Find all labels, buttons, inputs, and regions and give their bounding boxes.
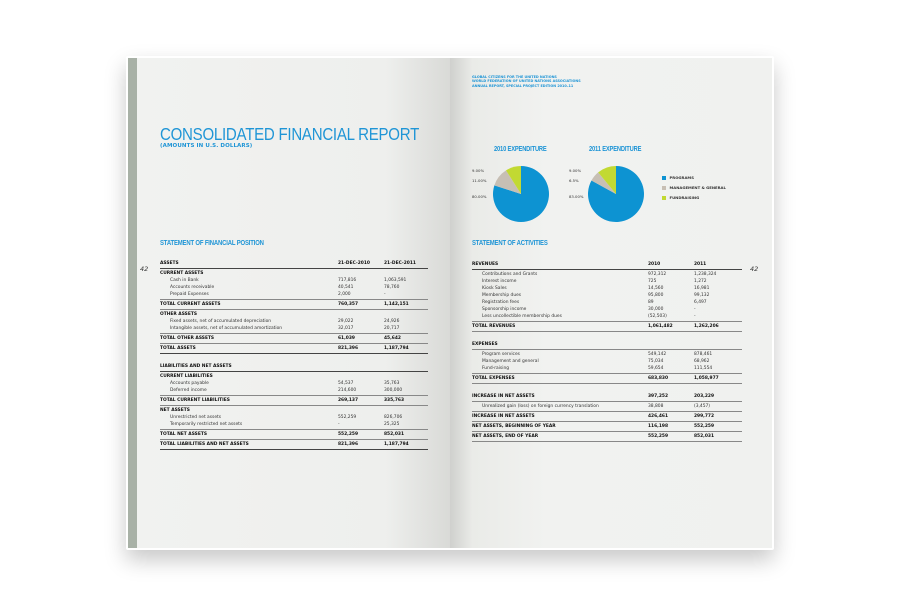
- legend-programs: [662, 175, 694, 181]
- row-value-col2: 20,717: [384, 326, 400, 331]
- row-value-col2: 1,262,206: [694, 324, 719, 329]
- row-value-col1: 760,357: [338, 302, 358, 307]
- table-rule: [160, 395, 428, 396]
- row-value-col1: 38,808: [648, 404, 664, 409]
- row-label: INCREASE IN NET ASSETS: [472, 414, 535, 419]
- row-label: TOTAL EXPENSES: [472, 376, 515, 381]
- row-label: TOTAL ASSETS: [160, 346, 196, 351]
- row-value-col1: 2,000: [338, 292, 351, 297]
- row-value-col2: 852,031: [694, 434, 714, 439]
- row-value-col2: 99,132: [694, 293, 710, 298]
- row-value-col2: 878,461: [694, 352, 713, 357]
- table-row: [472, 292, 742, 299]
- row-label: Less uncollectible membership dues: [482, 314, 562, 319]
- table-total-row: [472, 413, 742, 420]
- table-rule: [160, 299, 428, 300]
- table-rule: [472, 441, 742, 442]
- pie-2011-label-programs: 83.00%: [569, 194, 584, 199]
- row-label: NET ASSETS: [160, 408, 190, 413]
- row-value-col2: 1,238,324: [694, 272, 717, 277]
- row-value-col2: 852,031: [384, 432, 404, 437]
- row-value-col1: 40,541: [338, 285, 354, 290]
- legend-label: PROGRAMS: [669, 175, 694, 180]
- table-row: [160, 373, 428, 380]
- row-value-col1: 269,137: [338, 398, 358, 403]
- row-value-col2: 35,763: [384, 381, 400, 386]
- table-header-row: [160, 363, 428, 370]
- row-value-col2: 25,325: [384, 422, 400, 427]
- row-label: Program services: [482, 352, 520, 357]
- org-line: ANNUAL REPORT, SPECIAL PROJECT EDITION 2010–11: [472, 83, 574, 88]
- row-label: Unrestricted net assets: [170, 415, 222, 420]
- table-total-row: [472, 323, 742, 330]
- right-page-number: 42: [750, 265, 759, 273]
- table-rule: [160, 429, 428, 430]
- table-row: [472, 299, 742, 306]
- row-value-col2: -: [694, 307, 696, 312]
- row-value-col2: 24,926: [384, 319, 400, 324]
- legend-swatch-fundraising: [662, 196, 666, 200]
- row-value-col1: 2010: [648, 262, 661, 267]
- row-value-col1: 717,816: [338, 278, 357, 283]
- table-rule: [472, 321, 742, 322]
- table-row: [160, 284, 428, 291]
- row-label: Accounts receivable: [170, 285, 215, 290]
- table-row: [160, 318, 428, 325]
- row-label: TOTAL NET ASSETS: [160, 432, 207, 437]
- table-rule: [472, 401, 742, 402]
- table-row: [160, 325, 428, 332]
- row-value-col1: (52,503): [648, 314, 667, 319]
- row-value-col2: 45,642: [384, 336, 401, 341]
- table-header-row: [472, 261, 742, 268]
- row-value-col2: 1,187,794: [384, 346, 409, 351]
- row-value-col1: 552,259: [338, 432, 358, 437]
- row-label: REVENUES: [472, 262, 499, 267]
- table-row: [160, 407, 428, 414]
- pie-2010-label-management: 11.00%: [472, 178, 487, 183]
- legend-label: FUNDRAISING: [669, 195, 700, 200]
- row-value-col2: 111,554: [694, 366, 713, 371]
- org-line: GLOBAL CITIZENS FOR THE UNITED NATIONS: [472, 75, 557, 79]
- table-total-row: [160, 397, 428, 404]
- row-value-col2: 552,259: [694, 424, 714, 429]
- table-row: [160, 380, 428, 387]
- row-value-col1: 14,560: [648, 286, 664, 291]
- table-rule: [472, 331, 742, 332]
- page-edge-strip: [128, 58, 137, 548]
- row-value-col2: 1,063,591: [384, 278, 407, 283]
- table-header-row: [160, 260, 428, 267]
- table-row: [472, 271, 742, 278]
- table-total-row: [472, 423, 742, 430]
- row-value-col1: 821,396: [338, 442, 358, 447]
- row-label: Contributions and Grants: [482, 272, 538, 277]
- table-row: [472, 341, 742, 348]
- table-total-row: [160, 335, 428, 342]
- row-value-col1: 426,461: [648, 414, 668, 419]
- table-rule: [160, 449, 428, 450]
- row-label: OTHER ASSETS: [160, 312, 197, 317]
- table-row: [160, 421, 428, 428]
- row-label: Unrealized gain (loss) on foreign currency translation: [482, 404, 599, 409]
- expenditure-pie-charts: [450, 156, 772, 246]
- table-row: [160, 270, 428, 277]
- row-label: Interest income: [482, 279, 517, 284]
- row-value-col2: 203,229: [694, 394, 714, 399]
- table-rule: [472, 411, 742, 412]
- chart-title-2010: 2010 EXPENDITURE: [494, 146, 547, 153]
- row-value-col1: 59,654: [648, 366, 664, 371]
- table-rule: [160, 268, 428, 269]
- pie-2011-label-management: 6.5%: [569, 178, 579, 183]
- table-rule: [160, 309, 428, 310]
- legend-swatch-programs: [662, 176, 666, 180]
- row-label: CURRENT LIABILITIES: [160, 374, 213, 379]
- row-label: TOTAL REVENUES: [472, 324, 516, 329]
- table-row: [472, 365, 742, 372]
- pie-2010-label-programs: 80.00%: [472, 194, 487, 199]
- row-value-col2: 68,962: [694, 359, 710, 364]
- row-value-col2: 335,763: [384, 398, 404, 403]
- row-value-col1: 552,259: [648, 434, 668, 439]
- table-rule: [472, 383, 742, 384]
- row-label: Membership dues: [482, 293, 522, 298]
- table-rule: [160, 371, 428, 372]
- row-value-col1: 29,022: [338, 319, 354, 324]
- row-value-col1: 214,600: [338, 388, 357, 393]
- row-value-col1: 725: [648, 279, 657, 284]
- row-value-col1: 1,061,482: [648, 324, 673, 329]
- table-total-row: [160, 345, 428, 352]
- row-value-col1: 32,017: [338, 326, 354, 331]
- legend-management: [662, 185, 726, 191]
- row-label: ASSETS: [160, 261, 179, 266]
- table-rule: [160, 343, 428, 344]
- row-label: Prepaid Expenses: [170, 292, 209, 297]
- row-label: Fixed assets, net of accumulated depreciation: [170, 319, 272, 324]
- section-title-activities: STATEMENT OF ACTIVITIES: [472, 240, 548, 247]
- row-value-col1: 821,396: [338, 346, 358, 351]
- table-rule: [472, 373, 742, 374]
- left-page: [128, 58, 450, 548]
- row-value-col1: 683,830: [648, 376, 668, 381]
- chart-title-2011: 2011 EXPENDITURE: [589, 146, 642, 153]
- row-value-col2: 1,142,151: [384, 302, 409, 307]
- row-value-col2: -: [694, 314, 696, 319]
- right-page: [450, 58, 772, 548]
- row-value-col2: 16,981: [694, 286, 710, 291]
- row-value-col1: 116,198: [648, 424, 668, 429]
- table-row: [472, 313, 742, 320]
- table-row: [472, 358, 742, 365]
- table-rule: [472, 421, 742, 422]
- row-value-col1: 21-DEC-2010: [338, 261, 370, 266]
- row-value-col2: (3,457): [694, 404, 710, 409]
- org-line: WORLD FEDERATION OF UNITED NATIONS ASSOCIATIONS: [472, 79, 581, 84]
- row-value-col2: 1,187,794: [384, 442, 409, 447]
- row-label: INCREASE IN NET ASSETS: [472, 394, 535, 399]
- table-rule: [160, 353, 428, 354]
- row-value-col2: 1,272: [694, 279, 707, 284]
- row-label: CURRENT ASSETS: [160, 271, 204, 276]
- table-total-row: [160, 441, 428, 448]
- row-label: LIABILITIES AND NET ASSETS: [160, 364, 232, 369]
- table-total-row: [472, 393, 742, 400]
- row-label: Registration fees: [482, 300, 520, 305]
- row-value-col2: -: [384, 292, 386, 297]
- row-value-col1: 95,800: [648, 293, 664, 298]
- row-label: NET ASSETS, END OF YEAR: [472, 434, 539, 439]
- row-value-col1: 54,537: [338, 381, 354, 386]
- pie-2010-label-fundraising: 9.00%: [472, 168, 485, 173]
- row-value-col1: 972,312: [648, 272, 667, 277]
- row-value-col1: 75,034: [648, 359, 664, 364]
- row-value-col1: 89: [648, 300, 654, 305]
- row-label: Management and general: [482, 359, 539, 364]
- row-value-col2: 2011: [694, 262, 707, 267]
- pie-2011-label-fundraising: 9.00%: [569, 168, 582, 173]
- row-label: TOTAL CURRENT ASSETS: [160, 302, 221, 307]
- row-value-col1: 30,000: [648, 307, 664, 312]
- table-rule: [472, 431, 742, 432]
- row-value-col2: 1,058,977: [694, 376, 719, 381]
- section-title-financial-position: STATEMENT OF FINANCIAL POSITION: [160, 240, 264, 247]
- row-value-col2: 6,497: [694, 300, 707, 305]
- page-title: CONSOLIDATED FINANCIAL REPORT: [160, 124, 420, 144]
- row-value-col1: 61,039: [338, 336, 355, 341]
- table-row: [160, 291, 428, 298]
- row-value-col1: 397,252: [648, 394, 668, 399]
- table-rule: [472, 269, 742, 270]
- table-row: [160, 414, 428, 421]
- legend-fundraising: [662, 195, 699, 201]
- table-total-row: [160, 431, 428, 438]
- table-row: [472, 403, 742, 410]
- row-label: TOTAL CURRENT LIABILITIES: [160, 398, 230, 403]
- row-value-col1: 549,142: [648, 352, 667, 357]
- org-header: [472, 75, 581, 88]
- pie-2010: [493, 166, 549, 222]
- row-value-col2: 299,772: [694, 414, 714, 419]
- row-value-col2: 21-DEC-2011: [384, 261, 416, 266]
- table-row: [472, 306, 742, 313]
- table-row: [472, 278, 742, 285]
- table-row: [160, 277, 428, 284]
- table-row: [160, 311, 428, 318]
- table-rule: [160, 333, 428, 334]
- row-value-col2: 78,760: [384, 285, 400, 290]
- row-label: Cash in Bank: [170, 278, 199, 283]
- table-rule: [472, 349, 742, 350]
- row-label: Fund-raising: [482, 366, 510, 371]
- row-label: Accounts payable: [170, 381, 209, 386]
- row-value-col1: 552,259: [338, 415, 357, 420]
- legend-label: MANAGEMENT & GENERAL: [669, 185, 726, 190]
- row-value-col2: 300,000: [384, 388, 403, 393]
- row-label: Deferred income: [170, 388, 207, 393]
- table-total-row: [472, 433, 742, 440]
- row-value-col1: -: [338, 422, 340, 427]
- row-label: TOTAL LIABILITIES AND NET ASSETS: [160, 442, 249, 447]
- row-label: Sponsorship income: [482, 307, 527, 312]
- legend-swatch-management: [662, 186, 666, 190]
- table-rule: [160, 439, 428, 440]
- pie-2011: [588, 166, 644, 222]
- table-row: [472, 285, 742, 292]
- row-label: NET ASSETS, BEGINNING OF YEAR: [472, 424, 556, 429]
- row-label: Intangible assets, net of accumulated amortization: [170, 326, 283, 331]
- table-row: [472, 351, 742, 358]
- row-label: Temporarily restricted net assets: [170, 422, 243, 427]
- row-label: EXPENSES: [472, 342, 498, 347]
- left-page-number: 42: [140, 265, 149, 273]
- page-subtitle: (AMOUNTS IN U.S. DOLLARS): [160, 143, 253, 149]
- row-label: Kiosk Sales: [482, 286, 507, 291]
- table-rule: [160, 405, 428, 406]
- table-total-row: [472, 375, 742, 382]
- row-value-col2: 826,706: [384, 415, 403, 420]
- table-row: [160, 387, 428, 394]
- row-label: TOTAL OTHER ASSETS: [160, 336, 215, 341]
- table-total-row: [160, 301, 428, 308]
